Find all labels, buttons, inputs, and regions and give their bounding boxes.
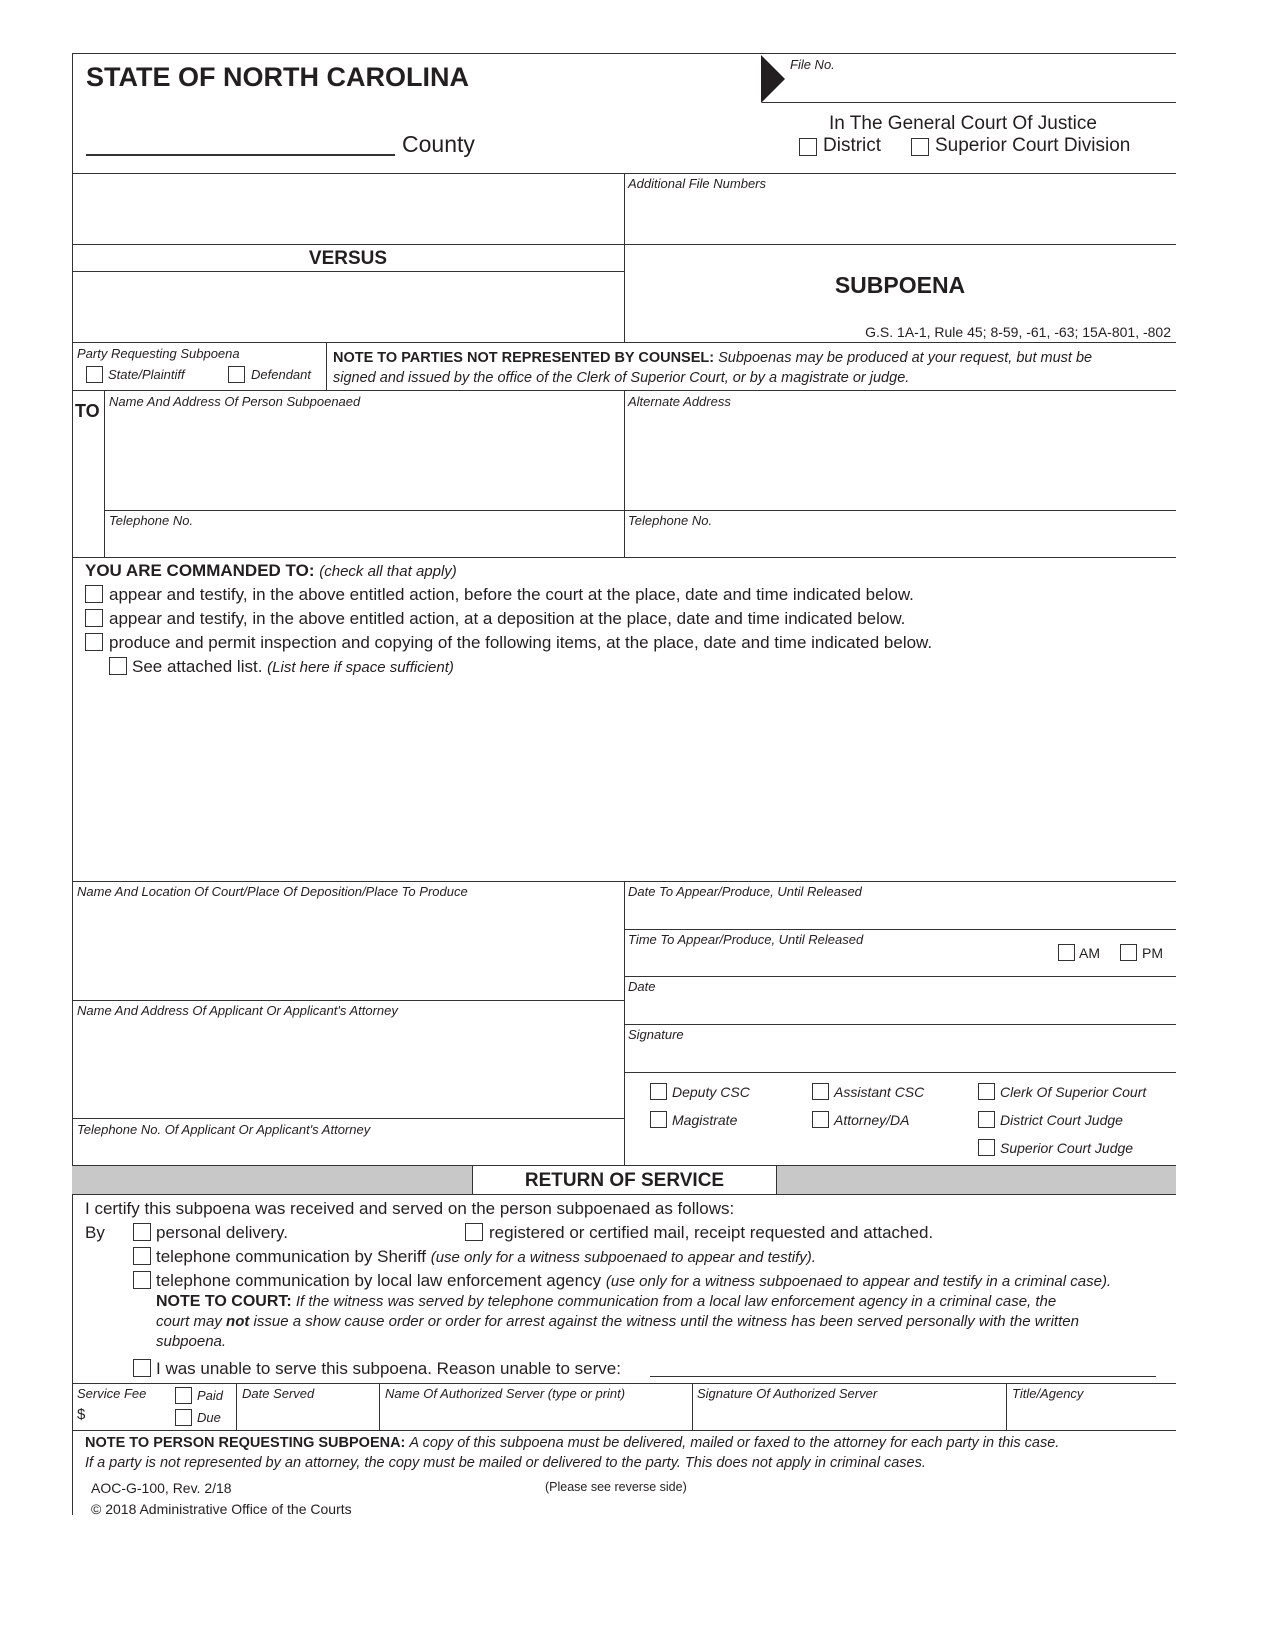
court-note-bold: NOTE TO COURT: <box>156 1293 292 1310</box>
statute-ref: G.S. 1A-1, Rule 45; 8-59, -61, -63; 15A-801, -802 <box>865 324 1171 340</box>
pm-checkbox[interactable] <box>1120 944 1137 961</box>
date-appear-label: Date To Appear/Produce, Until Released <box>628 884 862 899</box>
reason-input[interactable] <box>650 1376 1156 1377</box>
attorney-label: Attorney/DA <box>834 1112 910 1128</box>
mail-label: registered or certified mail, receipt requested and attached. <box>489 1223 934 1242</box>
to-label: TO <box>75 401 100 421</box>
divider <box>624 173 625 342</box>
requesting-note-2: If a party is not represented by an attorney, the copy must be mailed or delivered to the party. This does not apply in criminal cases. <box>85 1455 926 1471</box>
divider <box>72 271 624 272</box>
divider <box>72 1430 1176 1431</box>
date-label: Date <box>628 979 656 994</box>
server-signature-label: Signature Of Authorized Server <box>697 1386 878 1401</box>
file-no-input[interactable] <box>762 102 1176 103</box>
divider <box>692 1383 693 1430</box>
party-note-2: signed and issued by the office of the Clerk of Superior Court, or by a magistrate or judge. <box>333 370 910 386</box>
assistant-csc-label: Assistant CSC <box>834 1084 925 1100</box>
county-label: County <box>402 131 475 157</box>
attorney-checkbox[interactable] <box>812 1111 829 1128</box>
unable-checkbox[interactable] <box>133 1359 151 1377</box>
superior-judge-checkbox[interactable] <box>978 1139 995 1156</box>
clerk-checkbox[interactable] <box>978 1083 995 1100</box>
county-input[interactable] <box>86 154 395 156</box>
attached-hint: (List here if space sufficient) <box>267 659 454 676</box>
state-plaintiff-label: State/Plaintiff <box>108 367 185 382</box>
party-note <box>333 350 1092 366</box>
deputy-csc-label: Deputy CSC <box>672 1084 750 1100</box>
form-number: AOC-G-100, Rev. 2/18 <box>91 1480 232 1496</box>
local-label: telephone communication by local law enforcement agency <box>156 1271 602 1290</box>
title-agency-label: Title/Agency <box>1012 1386 1084 1401</box>
court-note-3: subpoena. <box>156 1333 227 1350</box>
assistant-csc-checkbox[interactable] <box>812 1083 829 1100</box>
paid-checkbox[interactable] <box>175 1387 192 1404</box>
clerk-label: Clerk Of Superior Court <box>1000 1084 1147 1100</box>
divider <box>72 53 1176 54</box>
am-checkbox[interactable] <box>1058 944 1075 961</box>
reverse-note: (Please see reverse side) <box>545 1480 687 1494</box>
fee-label: Service Fee <box>77 1386 147 1401</box>
district-label: District <box>823 135 882 156</box>
court-note-2 <box>156 1313 1079 1330</box>
divider <box>624 976 1176 977</box>
attached-label: See attached list. <box>132 657 263 676</box>
time-appear-label: Time To Appear/Produce, Until Released <box>628 932 864 947</box>
deposition-checkbox[interactable] <box>85 609 103 627</box>
option-deposition: appear and testify, in the above entitled action, at a deposition at the place, date and time indicated below. <box>109 609 906 628</box>
sheriff-checkbox[interactable] <box>133 1247 151 1265</box>
local-hint: (use only for a witness subpoenaed to appear and testify in a criminal case). <box>605 1273 1112 1290</box>
requesting-note-1: A copy of this subpoena must be delivered, mailed or faxed to the attorney for each party in this case. <box>409 1435 1060 1451</box>
party-note-1: Subpoenas may be produced at your request, but must be <box>718 350 1093 366</box>
district-checkbox[interactable] <box>799 138 817 156</box>
court-label: In The General Court Of Justice <box>829 113 1097 134</box>
date-served-label: Date Served <box>242 1386 315 1401</box>
option-court: appear and testify, in the above entitled action, before the court at the place, date and time indicated below. <box>109 585 914 604</box>
unable-label: I was unable to serve this subpoena. Reason unable to serve: <box>156 1359 621 1378</box>
requesting-note-bold: NOTE TO PERSON REQUESTING SUBPOENA: <box>85 1435 406 1451</box>
alt-telephone-label: Telephone No. <box>628 513 713 528</box>
district-judge-checkbox[interactable] <box>978 1111 995 1128</box>
party-note-bold: NOTE TO PARTIES NOT REPRESENTED BY COUNSEL: <box>333 350 715 366</box>
deputy-csc-checkbox[interactable] <box>650 1083 667 1100</box>
note-2b: not <box>226 1313 250 1330</box>
divider <box>624 1072 1176 1073</box>
divider <box>104 510 1176 511</box>
state-heading: STATE OF NORTH CAROLINA <box>86 62 469 92</box>
requesting-note <box>85 1435 1059 1451</box>
return-title: RETURN OF SERVICE <box>472 1165 777 1195</box>
sheriff-hint: (use only for a witness subpoenaed to appear and testify). <box>430 1249 816 1266</box>
dollar-label: $ <box>77 1406 86 1423</box>
local-option <box>156 1271 1111 1291</box>
applicant-label: Name And Address Of Applicant Or Applicant's Attorney <box>77 1003 398 1018</box>
arrow-marker-icon <box>761 55 787 103</box>
versus-label: VERSUS <box>308 248 388 269</box>
commanded-hint: (check all that apply) <box>319 563 457 580</box>
note-2c: issue a show cause order or order for arrest against the witness until the witness has been served personally with the written <box>253 1313 1079 1330</box>
copyright: © 2018 Administrative Office of the Courts <box>91 1501 352 1517</box>
divider <box>72 342 1176 343</box>
divider <box>624 881 625 1165</box>
local-checkbox[interactable] <box>133 1271 151 1289</box>
divider <box>624 929 1176 930</box>
sheriff-option <box>156 1247 816 1267</box>
divider <box>72 557 1176 558</box>
divider <box>379 1383 380 1430</box>
option-attached <box>132 657 454 677</box>
superior-checkbox[interactable] <box>911 138 929 156</box>
personal-label: personal delivery. <box>156 1223 288 1242</box>
commanded-title: YOU ARE COMMANDED TO: <box>85 561 315 580</box>
divider <box>1006 1383 1007 1430</box>
defendant-checkbox[interactable] <box>228 366 245 383</box>
divider <box>72 1383 1176 1384</box>
paid-label: Paid <box>197 1388 224 1403</box>
due-checkbox[interactable] <box>175 1409 192 1426</box>
am-label: AM <box>1079 945 1100 961</box>
form-title: SUBPOENA <box>834 272 966 298</box>
superior-judge-label: Superior Court Judge <box>1000 1140 1134 1156</box>
divider <box>624 1024 1176 1025</box>
district-judge-label: District Court Judge <box>1000 1112 1123 1128</box>
divider <box>104 390 105 557</box>
court-location-label: Name And Location Of Court/Place Of Deposition/Place To Produce <box>77 884 468 899</box>
divider <box>72 1118 624 1119</box>
court-note <box>156 1293 1056 1311</box>
telephone-label: Telephone No. <box>109 513 194 528</box>
superior-label: Superior Court Division <box>935 135 1131 156</box>
divider <box>72 1000 624 1001</box>
mail-checkbox[interactable] <box>465 1223 483 1241</box>
personal-checkbox[interactable] <box>133 1223 151 1241</box>
court-appear-checkbox[interactable] <box>85 585 103 603</box>
magistrate-label: Magistrate <box>672 1112 738 1128</box>
note-2a: court may <box>156 1313 222 1330</box>
divider <box>72 53 73 1515</box>
court-note-1: If the witness was served by telephone communication from a local law enforcement agency in a criminal case, the <box>295 1293 1057 1310</box>
produce-checkbox[interactable] <box>85 633 103 651</box>
signature-label: Signature <box>628 1027 684 1042</box>
divider <box>624 390 625 557</box>
alternate-address-label: Alternate Address <box>628 394 731 409</box>
option-produce: produce and permit inspection and copying of the following items, at the place, date and time indicated below. <box>109 633 933 652</box>
divider <box>326 342 327 390</box>
additional-file-label: Additional File Numbers <box>628 176 767 191</box>
divider <box>236 1383 237 1430</box>
name-address-label: Name And Address Of Person Subpoenaed <box>109 394 361 409</box>
commanded-heading <box>85 561 457 581</box>
sheriff-label: telephone communication by Sheriff <box>156 1247 426 1266</box>
pm-label: PM <box>1142 945 1163 961</box>
certify-text: I certify this subpoena was received and served on the person subpoenaed as follows: <box>85 1199 735 1218</box>
server-name-label: Name Of Authorized Server (type or print) <box>385 1386 626 1401</box>
party-label: Party Requesting Subpoena <box>77 346 240 361</box>
attached-list-checkbox[interactable] <box>109 657 127 675</box>
due-label: Due <box>197 1410 221 1425</box>
magistrate-checkbox[interactable] <box>650 1111 667 1128</box>
file-no-label: File No. <box>790 57 835 72</box>
by-label: By <box>85 1223 105 1242</box>
state-plaintiff-checkbox[interactable] <box>86 366 103 383</box>
applicant-tel-label: Telephone No. Of Applicant Or Applicant's Attorney <box>77 1122 371 1137</box>
defendant-label: Defendant <box>251 367 311 382</box>
